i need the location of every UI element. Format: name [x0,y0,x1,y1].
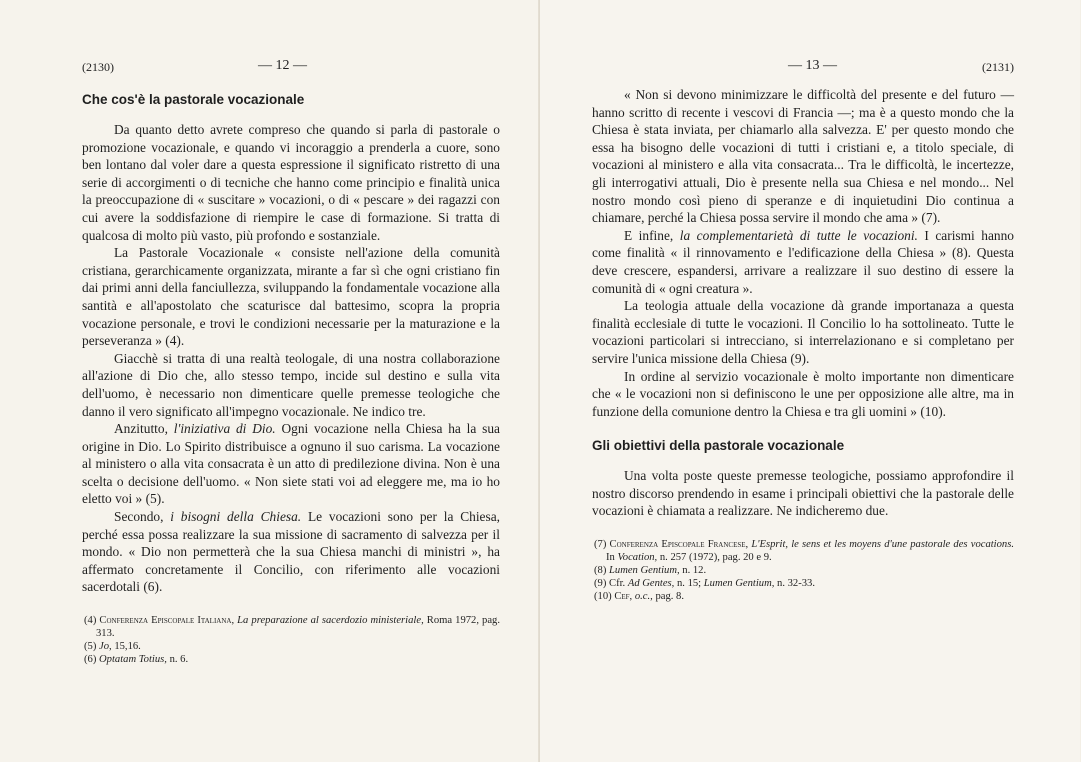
right-section-title: Gli obiettivi della pastorale vocazionale [592,438,845,454]
right-page-body-2 [592,467,1014,520]
footnote-7-journal: Vocation, [617,552,658,564]
right-paragraph-4: In ordine al servizio vocazionale è molto importante non dimenticare che « le vocazioni non si definiscono le une per opposizione alle altre, ma in funzione della comunione dentro la Chiesa e tra gli uomini » (10). [592,368,1014,419]
left-page-header [82,58,500,86]
left-p5-lead: Secondo, [114,509,171,525]
right-page [540,0,1080,762]
footnote-7 [592,538,1014,564]
footnote-9-title-2: Lumen Gentium, [703,578,775,590]
right-p2-rest: I carismi hanno come finalità « il rinnovamento e l'edificazione della Chiesa » (8). Questa deve crescere, espandersi, arrivare a realizzare il suo destino di essere la comunità di « ogni creatura ». [592,227,1014,296]
right-paragraph-1: « Non si devono minimizzare le difficoltà del presente e del futuro — hanno scritto di recente i vescovi di Francia —; ma è a questo mondo che la Chiesa è stata inviata, per chiamarlo alla salvezza. E' per questo mondo che essa ha bisogno delle vocazioni di tutti i cristiani e, a titolo speciale, di vocazioni al ministero e alla vita consacrata... Tra le difficoltà, le incertezze, gli interrogativi attuali, Dio è presente nella sua Chiesa e nel mondo... Nel nostro mondo così pieno di speranze e di inquietudini Dio continua a chiamare, perché la Chiesa possa servire il mondo che ama » (7). [592,87,1014,226]
footnote-6 [82,653,500,666]
footnote-6-rest: n. 6. [166,654,189,666]
footnote-7-rest: n. 257 (1972), pag. 20 e 9. [657,552,772,564]
footnote-7-in: In [606,552,618,564]
right-paragraph-5: Una volta poste queste premesse teologiche, possiamo approfondire il nostro discorso prendendo in esame i principali obiettivi che la pastorale delle vocazioni è chiamata a realizzare. Ne indicheremo due. [592,468,1014,519]
left-p5-rest: Le vocazioni sono per la Chiesa, perché essa possa realizzare la sua missione di sacramento di salvezza per il mondo. « Dio non permetterà che la sua Chiesa manchi di ministri », ha affermato concretamente il Concilio, con riferimento alle vocazioni sacerdotali (6). [82,509,500,595]
footnote-8-num: (8) [594,565,610,577]
right-p2-lead: E infine, [624,227,680,243]
left-paragraph-2: La Pastorale Vocazionale « consiste nell'azione della comunità cristiana, gerarchicamente organizzata, mirante a far sì che ogni cristiano fin dai primi anni della fanciullezza, sviluppando la fondamentale vocazione alla santità e all'apostolato che scaturisce dal battesimo, scopra la propria vocazione personale, e trovi le condizioni necessarie per la maturazione e la perseveranza » (4). [82,245,500,349]
footnote-7-num: (7) [594,539,610,551]
footnote-9-mid: n. 15; [674,578,704,590]
footnote-5 [82,640,500,653]
left-page [0,0,540,762]
footnote-4-num: (4) [84,615,100,627]
right-page-header [592,58,1014,86]
left-p4-italic: l'iniziativa di Dio. [173,421,276,437]
left-paragraph-4 [82,420,500,508]
footnote-6-num: (6) [84,654,100,666]
footnote-7-title: L'Esprit, le sens et les moyens d'une pastorale des vocations. [748,539,1014,551]
footnote-10-title: o.c., [632,591,653,603]
left-footnotes [82,614,500,666]
left-page-number: — 12 — [258,58,307,73]
footnote-9-rest: n. 32-33. [774,578,815,590]
right-footnotes [592,538,1014,603]
footnote-8-title: Lumen Gentium, [609,565,680,577]
footnote-10-author: Cef, [614,591,633,603]
left-paragraph-5 [82,508,500,596]
footnote-4-rest: Roma 1972, pag. 313. [96,615,500,640]
footnote-5-rest: 15,16. [111,641,141,653]
left-p4-lead: Anzitutto, [114,421,174,437]
footnote-8-rest: n. 12. [679,565,707,577]
footnote-5-title: Jo, [99,641,112,653]
footnote-10 [592,590,1014,603]
left-section-title: Che cos'è la pastorale vocazionale [82,92,305,107]
right-paragraph-3: La teologia attuale della vocazione dà grande importanaza a questa finalità ecclesiale di tutte le vocazioni. Il Concilio lo ha sottolineato. Tutte le vocazioni particolari si intrecciano, si interrelazionano e si completano per servire l'unica missione della Chiesa (9). [592,298,1014,366]
footnote-8 [592,564,1014,577]
left-p5-italic: i bisogni della Chiesa. [170,509,302,525]
footnote-9-num: (9) Cfr. [594,578,628,590]
left-page-ref: (2130) [82,60,114,74]
footnote-5-num: (5) [84,641,100,653]
footnote-7-author: Conferenza Episcopale Francese, [609,539,749,551]
footnote-4-title: La preparazione al sacerdozio ministeriale, [234,615,424,627]
footnote-4-author: Conferenza Episcopale Italiana, [99,615,235,627]
footnote-6-title: Optatam Totius, [99,654,167,666]
right-paragraph-2 [592,227,1014,297]
left-page-body [82,121,500,596]
footnote-10-num: (10) [594,591,615,603]
footnote-9-title: Ad Gentes, [627,578,675,590]
left-paragraph-1: Da quanto detto avrete compreso che quando si parla di pastorale o promozione vocazionale, e quando vi incoraggio a prenderla a cuore, sono ben lontano dal voler dare a questa espressione il significato ristretto di una serie di accorgimenti o di tecniche che hanno come principio e finalità unica la preoccupazione di « suscitare » vocazioni, o di « pescare » dei ragazzi con cui avere la soddisfazione di riempire le case di formazione. Si tratta di qualcosa di molto più vasto, più profondo e sostanziale. [82,122,500,243]
right-page-number: — 13 — [788,58,837,73]
right-page-ref: (2131) [982,60,1014,74]
footnote-9 [592,577,1014,590]
left-paragraph-3: Giacchè si tratta di una realtà teologale, di una nostra collaborazione all'azione di Dio che, allo stesso tempo, incide sul destino e sulla vita dell'uomo, è necessario non dimenticare quelle premesse teologiche che danno il vero significato all'impegno vocazionale. Ne indico tre. [82,350,500,419]
footnote-4 [82,614,500,640]
right-page-body [592,86,1014,420]
left-p4-rest: Ogni vocazione nella Chiesa ha la sua origine in Dio. Lo Spirito distribuisce a ognuno il suo carisma. La vocazione al ministero o alla vita consacrata è un atto di predilezione divina. Non è una scelta o decisione dell'uomo. « Non siete stati voi ad eleggere me, ma io ho eletto voi » (5). [82,421,500,507]
right-p2-italic: la complementarietà di tutte le vocazioni. [679,227,918,243]
footnote-10-rest: pag. 8. [652,591,684,603]
